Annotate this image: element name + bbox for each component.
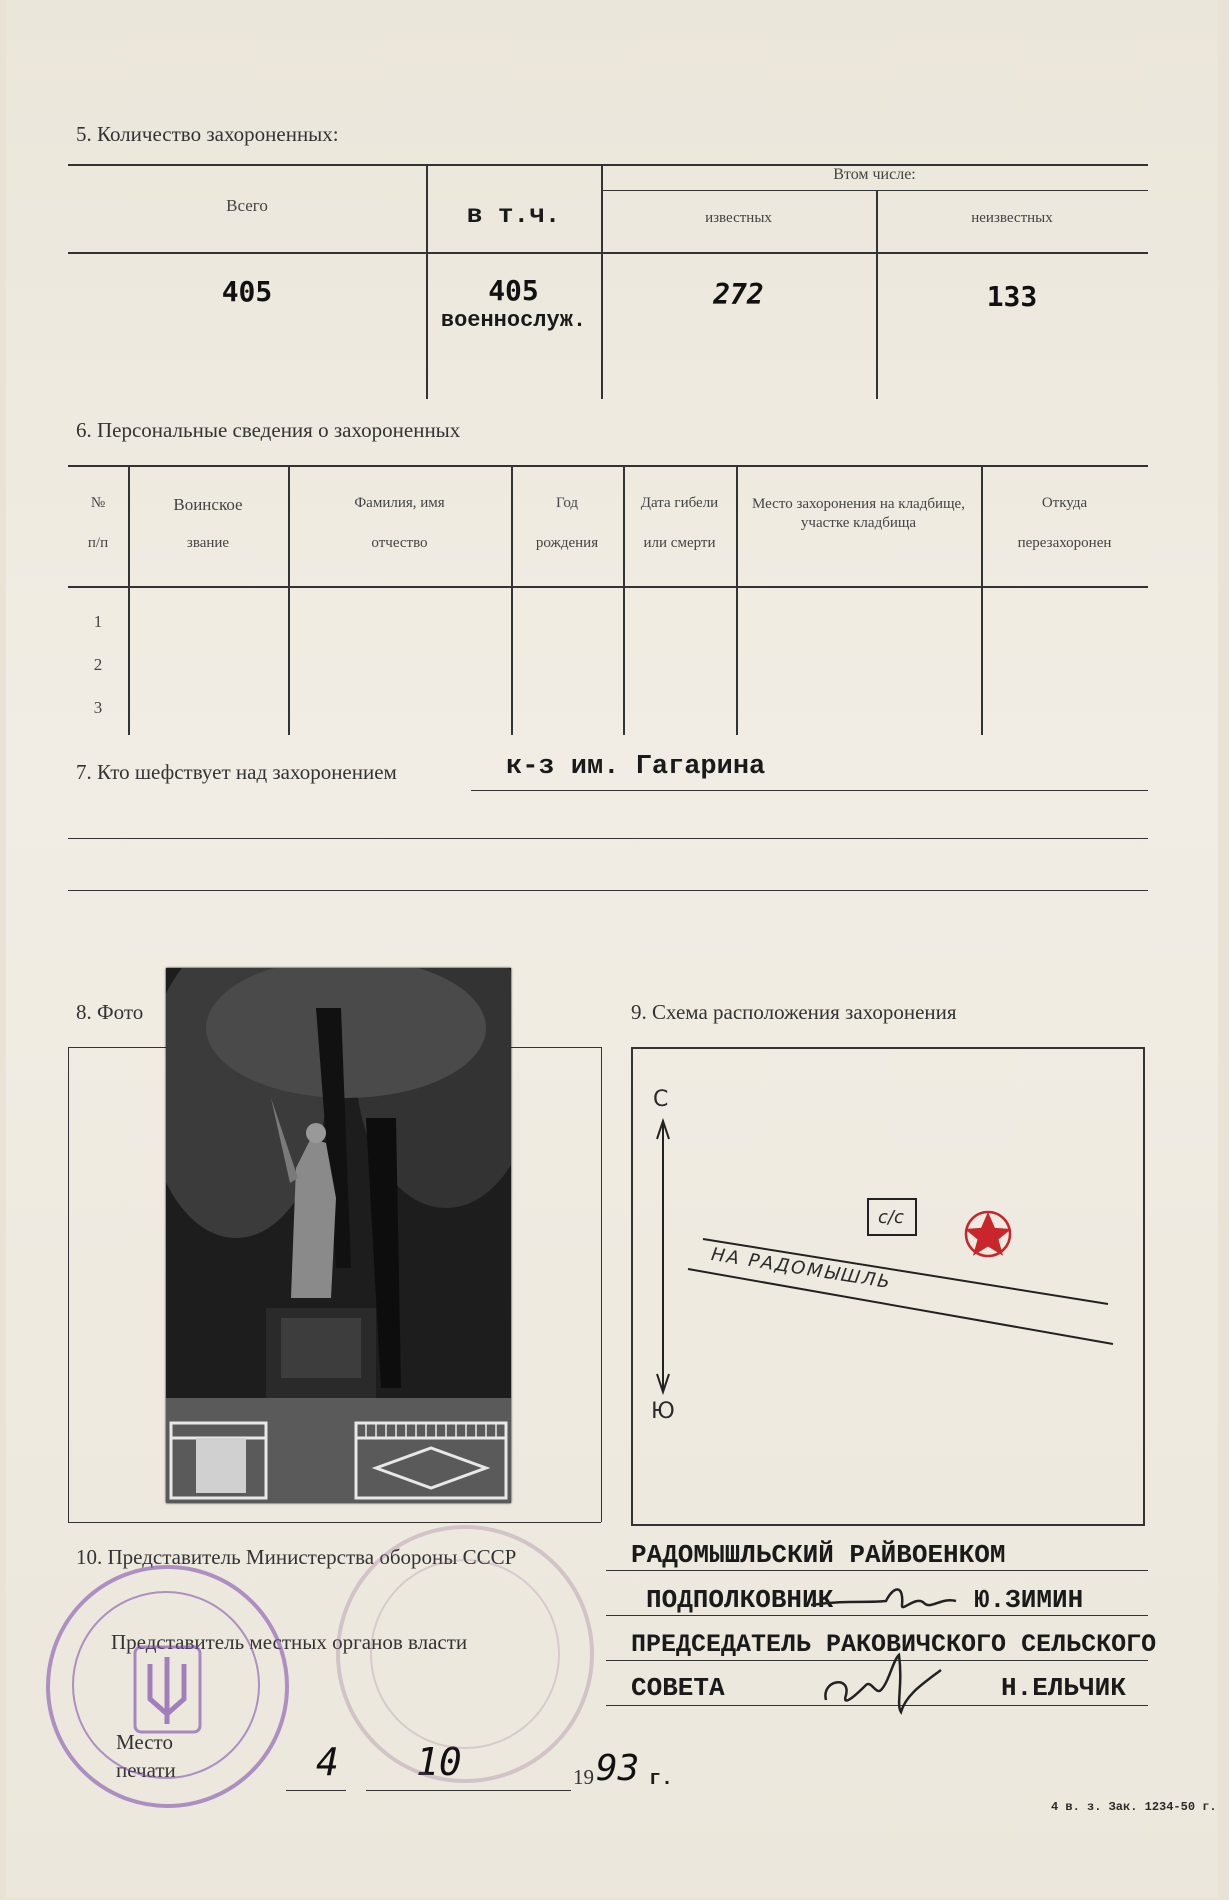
blank-line [68, 890, 1148, 891]
table5-sub-rule [601, 190, 1148, 191]
military-commissariat-stamp [336, 1525, 594, 1783]
col-incl-header: в т.ч. [466, 200, 561, 230]
seal-place-label: Место [116, 1730, 173, 1754]
value-incl-number: 405 [488, 274, 539, 307]
hdr-death-top: Дата гибели [640, 495, 719, 511]
hdr-from-bottom: перезахоронен [1017, 535, 1112, 551]
date-g: г. [649, 1768, 674, 1791]
signer-line4-left: СОВЕТА [631, 1673, 725, 1703]
date-underline [286, 1790, 346, 1791]
signer-line4-right: Н.ЕЛЬЧИК [1001, 1673, 1126, 1703]
blank-line [68, 838, 1148, 839]
hdr-name-top: Фамилия, имя [354, 495, 445, 511]
print-note: 4 в. з. Зак. 1234-50 г. [1051, 1800, 1217, 1814]
mo-representative-label: 10. Представитель Министерства обороны СССР [76, 1545, 517, 1569]
signer-line3: ПРЕДСЕДАТЕЛЬ РАКОВИЧСКОГО СЕЛЬСКОГО [631, 1630, 1157, 1659]
photo-frame-left [68, 1047, 69, 1522]
signature-elchik [811, 1640, 961, 1720]
value-incl-text: военнослуж. [440, 308, 587, 333]
section6-title: 6. Персональные сведения о захороненных [76, 418, 461, 442]
date-month: 10 [416, 1740, 462, 1784]
section7-label: 7. Кто шефствует над захоронением [76, 760, 397, 784]
table5-header-rule [68, 252, 1148, 254]
section5-title: 5. Количество захороненных: [76, 122, 339, 146]
table6-col-divider [736, 465, 738, 735]
date-year-suffix: 93 [596, 1748, 640, 1789]
row-number: 1 [93, 612, 103, 631]
section9-label: 9. Схема расположения захоронения [631, 1000, 957, 1024]
north-label: С [653, 1087, 669, 1112]
date-year-prefix: 19 [573, 1765, 594, 1789]
local-representative-label: Представитель местных органов власти [111, 1630, 468, 1654]
date-underline [366, 1790, 571, 1791]
photo-frame-bottom [68, 1522, 601, 1523]
col-among-header: Втом числе: [833, 166, 916, 183]
hdr-name-bottom: отчество [371, 535, 428, 551]
building-label: с/с [878, 1207, 904, 1228]
hdr-num-bottom: п/п [87, 535, 109, 551]
road-label: НА РАДОМЫШЛЬ [709, 1244, 894, 1294]
hdr-death-bottom: или смерти [643, 535, 716, 551]
table6-header-rule [68, 586, 1148, 588]
hdr-rank-top: Воинское [173, 495, 243, 514]
memorial-star-icon [966, 1212, 1010, 1256]
hdr-birth-top: Год [555, 495, 579, 511]
section8-label: 8. Фото [76, 1000, 144, 1024]
hdr-num-top: № [90, 495, 106, 511]
hdr-birth-bottom: рождения [535, 535, 599, 551]
patron-underline [471, 790, 1148, 791]
village-council-stamp [46, 1565, 289, 1808]
photo-frame-right [601, 1047, 602, 1522]
trident-emblem-icon [50, 1569, 285, 1804]
signer-line1: РАДОМЫШЛЬСКИЙ РАЙВОЕНКОМ [631, 1540, 1006, 1570]
col-unknown-header: неизвестных [971, 210, 1053, 226]
hdr-rank-bottom: звание [186, 535, 230, 551]
value-known: 272 [713, 278, 764, 311]
hdr-place: Место захоронения на кладбище, участке кладбища [752, 496, 965, 531]
row-number: 3 [93, 698, 103, 717]
signature-zimin [806, 1575, 976, 1625]
road-line-bottom [688, 1269, 1113, 1344]
seal-label: печати [116, 1758, 176, 1782]
row-number: 2 [93, 655, 103, 674]
signature-line [606, 1570, 1148, 1571]
date-day: 4 [316, 1740, 339, 1784]
scheme-frame [631, 1047, 1145, 1526]
memorial-photo [166, 968, 511, 1503]
south-label: Ю [651, 1399, 675, 1424]
document-page [6, 0, 1218, 1898]
signer-line2-left: ПОДПОЛКОВНИК [646, 1585, 834, 1615]
signer-line2-right: Ю.ЗИМИН [974, 1585, 1084, 1615]
value-unknown: 133 [986, 280, 1038, 313]
value-total: 405 [221, 275, 273, 308]
col-known-header: известных [705, 210, 772, 226]
hdr-from-top: Откуда [1041, 495, 1088, 511]
table6-top-rule [68, 465, 1148, 467]
memorial-photo-image [166, 968, 511, 1503]
patron-value: к-з им. Гагарина [506, 752, 766, 782]
col-total-header: Всего [226, 196, 268, 215]
